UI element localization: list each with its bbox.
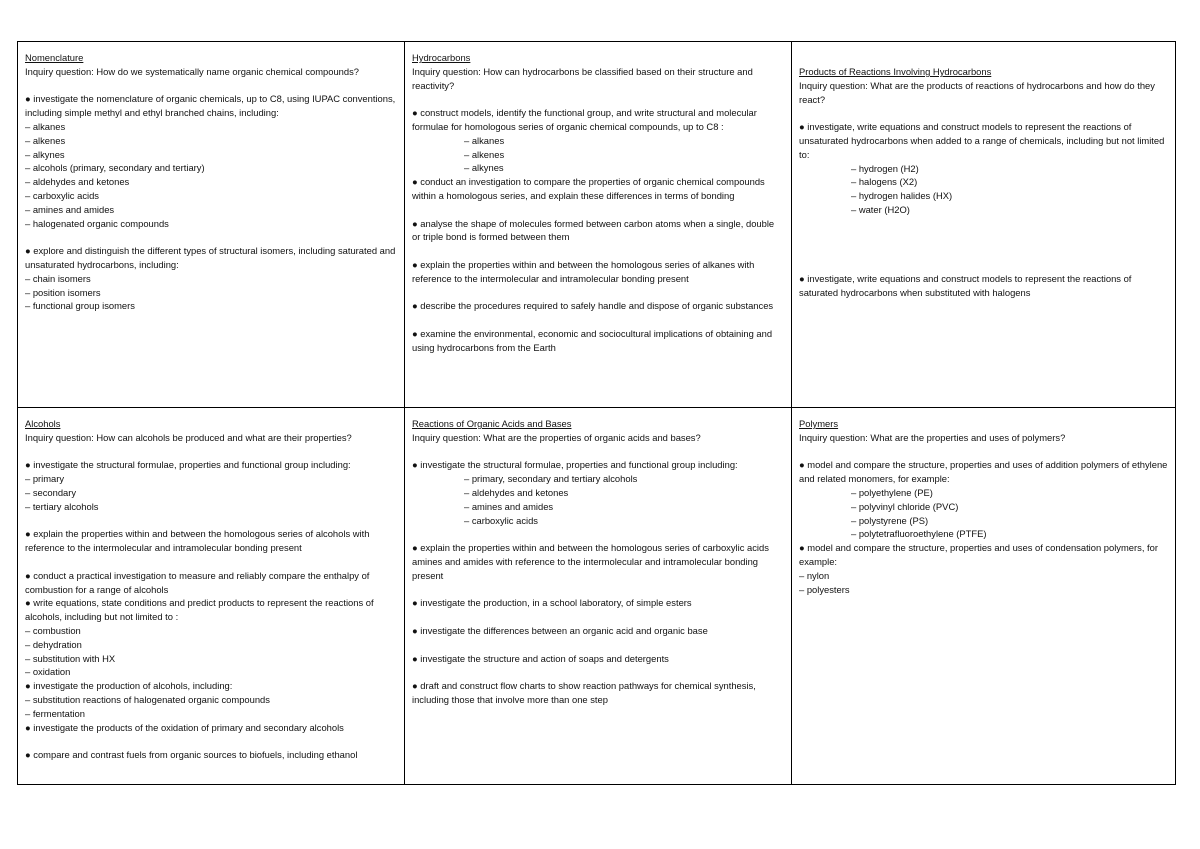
sub-item: – alkenes bbox=[464, 148, 505, 160]
sub-item: – polyesters bbox=[799, 583, 850, 595]
sub-item: – substitution reactions of halogenated organic compounds bbox=[25, 693, 270, 705]
content-bullet: ● investigate the structure and action of soaps and detergents bbox=[412, 652, 669, 664]
spacer bbox=[412, 92, 785, 106]
content-bullet: ● explain the properties within and between the homologous series of alkanes with reference to the intermolecular and intramolecular bonding present bbox=[412, 258, 755, 284]
sub-item: – alkynes bbox=[25, 148, 65, 160]
content-bullet: ● explain the properties within and between the homologous series of carboxylic acids amines and amides with reference to the intermolecular and intramolecular bonding present bbox=[412, 542, 769, 581]
sub-item: – combustion bbox=[25, 624, 81, 636]
sub-item: – polyvinyl chloride (PVC) bbox=[851, 500, 959, 512]
spacer bbox=[412, 583, 785, 597]
sub-item: – alkanes bbox=[464, 134, 505, 146]
sub-item: – alcohols (primary, secondary and tertiary) bbox=[25, 162, 205, 174]
cell-organic-acids-bases bbox=[405, 408, 792, 784]
sub-item: – oxidation bbox=[25, 666, 71, 678]
sub-item: – aldehydes and ketones bbox=[464, 486, 569, 498]
sub-item: – halogens (X2) bbox=[851, 176, 918, 188]
sub-item: – halogenated organic compounds bbox=[25, 217, 169, 229]
inquiry-question: Inquiry question: What are the properties and uses of polymers? bbox=[799, 431, 1066, 443]
content-bullet: ● model and compare the structure, properties and uses of condensation polymers, for example: bbox=[799, 542, 1158, 567]
cell-products-of-reactions bbox=[792, 42, 1175, 408]
sub-item: – amines and amides bbox=[464, 500, 554, 512]
spacer bbox=[412, 286, 785, 300]
spacer bbox=[412, 638, 785, 652]
sub-item: – dehydration bbox=[25, 638, 82, 650]
cell-title: Reactions of Organic Acids and Bases bbox=[412, 418, 572, 429]
sub-item: – nylon bbox=[799, 569, 830, 581]
spacer bbox=[25, 555, 398, 569]
cell-title: Products of Reactions Involving Hydrocarbons bbox=[799, 66, 992, 77]
sub-item: – position isomers bbox=[25, 286, 101, 298]
sub-item: – functional group isomers bbox=[25, 300, 135, 312]
inquiry-question: Inquiry question: What are the properties of organic acids and bases? bbox=[412, 431, 701, 443]
sub-item: – water (H2O) bbox=[851, 203, 910, 215]
sub-item: – chain isomers bbox=[25, 272, 91, 284]
spacer bbox=[799, 231, 1169, 245]
sub-item: – primary, secondary and tertiary alcohols bbox=[464, 473, 638, 485]
content-bullet: ● model and compare the structure, properties and uses of addition polymers of ethylene and related monomers, for example: bbox=[799, 459, 1168, 485]
cell-title: Nomenclature bbox=[25, 52, 84, 63]
cell-items bbox=[799, 106, 1169, 299]
spacer bbox=[412, 527, 785, 541]
content-bullet: ● draft and construct flow charts to show reaction pathways for chemical synthesis, including those that involve more than one step bbox=[412, 680, 756, 705]
content-bullet: ● investigate the production, in a school laboratory, of simple esters bbox=[412, 597, 692, 609]
sub-item: – carboxylic acids bbox=[25, 189, 99, 201]
content-bullet: ● investigate the differences between an organic acid and organic base bbox=[412, 624, 708, 636]
spacer bbox=[412, 610, 785, 624]
cell-title: Polymers bbox=[799, 418, 839, 429]
sub-item: – hydrogen (H2) bbox=[851, 162, 919, 174]
content-bullet: ● explain the properties within and between the homologous series of alcohols with reference to the intermolecular and intramolecular bonding present bbox=[25, 528, 370, 554]
content-bullet: ● conduct an investigation to compare the properties of organic chemical compounds within a homologous series, and explain these differences in terms of bonding bbox=[412, 176, 765, 201]
spacer bbox=[25, 79, 398, 93]
cell-title: Alcohols bbox=[25, 418, 61, 429]
cell-items bbox=[799, 445, 1169, 597]
cell-items bbox=[25, 445, 398, 762]
content-bullet: ● analyse the shape of molecules formed between carbon atoms when a single, double or triple bond is formed between them bbox=[412, 217, 775, 243]
sub-item: – carboxylic acids bbox=[464, 514, 538, 526]
content-bullet: ● investigate, write equations and construct models to represent the reactions of saturated hydrocarbons when substituted with halogens bbox=[799, 272, 1132, 298]
cell-items bbox=[412, 92, 785, 354]
inquiry-question: Inquiry question: How can hydrocarbons be classified based on their structure and reactivity? bbox=[412, 65, 753, 91]
content-bullet: ● describe the procedures required to safely handle and dispose of organic substances bbox=[412, 300, 774, 312]
content-bullet: ● explore and distinguish the different types of structural isomers, including saturated and unsaturated hydrocarbons, including: bbox=[25, 245, 396, 270]
inquiry-question: Inquiry question: How can alcohols be produced and what are their properties? bbox=[25, 431, 352, 443]
content-bullet: ● investigate the production of alcohols, including: bbox=[25, 680, 233, 692]
cell-polymers bbox=[792, 408, 1175, 784]
sub-item: – secondary bbox=[25, 486, 77, 498]
spacer bbox=[799, 445, 1169, 459]
sub-item: – hydrogen halides (HX) bbox=[851, 190, 953, 202]
spacer bbox=[799, 244, 1169, 258]
content-bullet: ● write equations, state conditions and predict products to represent the reactions of alcohols, including but not limited to : bbox=[25, 597, 374, 623]
sub-item: – substitution with HX bbox=[25, 652, 116, 664]
content-bullet: ● examine the environmental, economic and sociocultural implications of obtaining and using hydrocarbons from the Earth bbox=[412, 327, 773, 353]
spacer bbox=[799, 106, 1169, 120]
sub-item: – alkenes bbox=[25, 134, 66, 146]
sub-item: – tertiary alcohols bbox=[25, 500, 99, 512]
sub-item: – polyethylene (PE) bbox=[851, 486, 933, 498]
spacer bbox=[412, 203, 785, 217]
sub-item: – alkynes bbox=[464, 162, 504, 174]
content-bullet: ● conduct a practical investigation to measure and reliably compare the enthalpy of combustion for a range of alcohols bbox=[25, 569, 370, 595]
spacer bbox=[412, 313, 785, 327]
content-bullet: ● compare and contrast fuels from organic sources to biofuels, including ethanol bbox=[25, 749, 358, 761]
syllabus-grid bbox=[18, 42, 1175, 784]
spacer bbox=[412, 665, 785, 679]
cell-items bbox=[25, 79, 398, 314]
spacer bbox=[25, 445, 398, 459]
sub-item: – polystyrene (PS) bbox=[851, 514, 929, 526]
sub-item: – alkanes bbox=[25, 120, 66, 132]
content-bullet: ● investigate the structural formulae, properties and functional group including: bbox=[25, 459, 351, 471]
spacer bbox=[799, 217, 1169, 231]
sub-item: – aldehydes and ketones bbox=[25, 176, 130, 188]
content-bullet: ● construct models, identify the functional group, and write structural and molecular formulae for homologous series of organic chemical compounds, up to C8 : bbox=[412, 107, 757, 132]
content-bullet: ● investigate the structural formulae, properties and functional group including: bbox=[412, 459, 738, 471]
sub-item: – fermentation bbox=[25, 707, 85, 719]
spacer bbox=[412, 445, 785, 459]
content-bullet: ● investigate, write equations and construct models to represent the reactions of unsaturated hydrocarbons when added to a range of chemicals, including but not limited to: bbox=[799, 121, 1165, 160]
cell-alcohols bbox=[18, 408, 405, 784]
cell-hydrocarbons bbox=[405, 42, 792, 408]
sub-item: – primary bbox=[25, 473, 65, 485]
cell-nomenclature bbox=[18, 42, 405, 408]
cell-items bbox=[412, 445, 785, 707]
spacer bbox=[25, 514, 398, 528]
sub-item: – polytetrafluoroethylene (PTFE) bbox=[851, 528, 987, 540]
spacer bbox=[412, 244, 785, 258]
spacer bbox=[25, 230, 398, 244]
inquiry-question: Inquiry question: What are the products of reactions of hydrocarbons and how do they react? bbox=[799, 79, 1155, 105]
inquiry-question: Inquiry question: How do we systematically name organic chemical compounds? bbox=[25, 65, 360, 77]
sub-item: – amines and amides bbox=[25, 203, 115, 215]
syllabus-table bbox=[17, 41, 1176, 785]
spacer bbox=[25, 734, 398, 748]
content-bullet: ● investigate the nomenclature of organic chemicals, up to C8, using IUPAC conventions, including simple methyl and ethyl branched chains, including: bbox=[25, 93, 396, 119]
cell-title: Hydrocarbons bbox=[412, 52, 471, 63]
spacer bbox=[799, 258, 1169, 272]
content-bullet: ● investigate the products of the oxidation of primary and secondary alcohols bbox=[25, 721, 344, 733]
